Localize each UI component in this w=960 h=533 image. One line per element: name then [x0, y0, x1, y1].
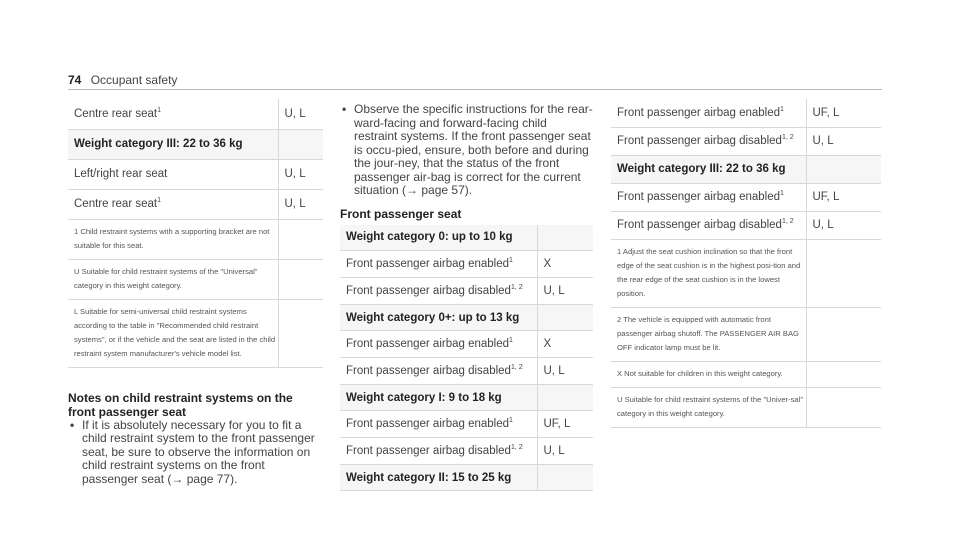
footnote-ref: 1: [509, 337, 513, 345]
notes-heading: Notes on child restraint systems on the front passenger seat: [68, 390, 293, 419]
footnote-ref: 1, 2: [510, 444, 523, 452]
category-label: Weight category 0: up to 10 kg: [340, 225, 537, 251]
footnote-row: [68, 259, 323, 299]
category-value-cell: [537, 225, 593, 251]
category-label: Weight category III: 22 to 36 kg: [68, 129, 278, 159]
row-label: Front passenger airbag enabled: [617, 106, 781, 119]
footnote-row: [68, 299, 323, 367]
footnote-empty-cell: [278, 259, 323, 299]
seat-table-3: [611, 99, 881, 428]
category-label: Weight category 0+: up to 13 kg: [340, 305, 537, 331]
footnote-ref: 1, 2: [781, 134, 794, 142]
bullet-text: If it is absolutely necessary for you to fit a child restraint system to the front passenger seat, be sure to observe the information on child restraint systems on the front passenger seat (→ page 77).: [82, 417, 315, 486]
row-label: Front passenger airbag enabled: [346, 338, 510, 350]
footnote-text: X Not suitable for children in this weight category.: [611, 361, 806, 387]
table-row: [340, 358, 593, 385]
row-value: UF, L: [806, 99, 881, 127]
footnote-empty-cell: [806, 361, 881, 387]
row-label: Front passenger airbag enabled: [346, 418, 510, 430]
row-label-cell: [340, 278, 537, 305]
row-label: Left/right rear seat: [74, 168, 168, 180]
row-label: Front passenger airbag disabled: [346, 285, 511, 297]
footnote-ref: 1, 2: [510, 284, 523, 292]
row-label-cell: [611, 211, 806, 239]
footnote-ref: 1, 2: [781, 218, 794, 226]
category-row: [340, 385, 593, 411]
table-row: [68, 99, 323, 129]
footnote-ref: 1: [157, 106, 162, 114]
footnote-text: 1 Adjust the seat cushion inclination so that the front edge of the seat cushion is in the highest posi-tion and the rear edge of the seat cushion is in the lowest position.: [611, 239, 806, 307]
bullet-text: Observe the specific instructions for the rear-ward-facing and forward-facing child restraint systems. If the front passenger seat is occu-pied, ensure, both before and during the jour-ney, that the status of the front passenger air-bag is correct for the current situation (→ page 57).: [354, 102, 593, 197]
row-label-cell: [611, 127, 806, 155]
category-value-cell: [278, 129, 323, 159]
footnote-text: 1 Child restraint systems with a supporting bracket are not suitable for this seat.: [68, 219, 278, 259]
table-row: [340, 251, 593, 278]
row-label-cell: [68, 99, 278, 129]
table-row: [68, 189, 323, 219]
footnote-empty-cell: [806, 239, 881, 307]
table-row: [340, 331, 593, 358]
column-3: [611, 99, 881, 428]
row-value: U, L: [537, 278, 593, 305]
row-label-cell: [611, 183, 806, 211]
row-value: U, L: [278, 189, 323, 219]
bullet-dot: •: [70, 417, 75, 432]
page-header: [68, 73, 177, 87]
header-rule: [68, 89, 882, 90]
footnote-empty-cell: [278, 219, 323, 259]
footnote-ref: 1: [157, 197, 162, 205]
row-value: UF, L: [537, 411, 593, 438]
section-title: Occupant safety: [90, 73, 178, 87]
row-label: Front passenger airbag disabled: [617, 135, 782, 147]
row-label-cell: [340, 438, 537, 465]
row-value: UF, L: [806, 183, 881, 211]
row-label: Centre rear seat: [74, 107, 158, 120]
table-row: [611, 183, 881, 211]
seat-table-2: [340, 225, 593, 492]
footnote-text: U Suitable for child restraint systems of the "Univer-sal" category in this weight category.: [611, 387, 806, 427]
category-value-cell: [537, 465, 593, 491]
row-value: U, L: [278, 99, 323, 129]
row-label: Front passenger airbag disabled: [617, 219, 782, 231]
bullet-item: [68, 419, 323, 487]
footnote-empty-cell: [806, 387, 881, 427]
row-label: Front passenger airbag enabled: [346, 258, 510, 270]
row-label-cell: [340, 411, 537, 438]
table-row: [611, 127, 881, 155]
row-label: Front passenger airbag disabled: [346, 365, 511, 377]
seat-table-1: [68, 99, 323, 368]
row-label: Front passenger airbag disabled: [346, 445, 511, 457]
row-label: Front passenger airbag enabled: [617, 191, 781, 203]
row-value: X: [537, 251, 593, 278]
category-label: Weight category II: 15 to 25 kg: [340, 465, 537, 491]
footnote-text: U Suitable for child restraint systems of the "Universal" category in this weight category.: [68, 259, 278, 299]
bullet-item: [340, 103, 593, 198]
column-2: [340, 103, 593, 491]
category-row: [340, 305, 593, 331]
row-value: U, L: [278, 159, 323, 189]
table-row: [611, 99, 881, 127]
row-value: U, L: [537, 358, 593, 385]
row-value: U, L: [537, 438, 593, 465]
category-value-cell: [537, 305, 593, 331]
footnote-row: [611, 239, 881, 307]
footnote-row: [611, 361, 881, 387]
category-row: [340, 225, 593, 251]
row-label-cell: [611, 99, 806, 127]
row-label-cell: [340, 331, 537, 358]
footnote-ref: 1, 2: [510, 364, 523, 372]
table-row: [340, 278, 593, 305]
row-label-cell: [340, 358, 537, 385]
footnote-ref: 1: [780, 105, 784, 113]
category-label: Weight category I: 9 to 18 kg: [340, 385, 537, 411]
footnote-ref: 1: [780, 190, 784, 198]
table-row: [340, 438, 593, 465]
bullet-dot: •: [342, 102, 347, 116]
row-value: X: [537, 331, 593, 358]
row-label-cell: [68, 189, 278, 219]
column-1: [68, 99, 323, 486]
category-value-cell: [806, 155, 881, 183]
row-label-cell: [340, 251, 537, 278]
footnote-ref: 1: [509, 257, 513, 265]
category-row: [611, 155, 881, 183]
footnote-ref: 1: [509, 417, 513, 425]
row-label-cell: [68, 159, 278, 189]
row-value: U, L: [806, 127, 881, 155]
footnote-empty-cell: [278, 299, 323, 367]
footnote-text: 2 The vehicle is equipped with automatic front passenger airbag shutoff. The PASSENGER AIR BAG OFF indicator lamp must be lit.: [611, 307, 806, 361]
front-passenger-heading: Front passenger seat: [340, 206, 462, 221]
footnote-row: [611, 307, 881, 361]
footnote-row: [68, 219, 323, 259]
category-label: Weight category III: 22 to 36 kg: [611, 155, 806, 183]
table-row: [611, 211, 881, 239]
table-row: [68, 159, 323, 189]
page-number: 74: [68, 73, 82, 87]
category-row: [68, 129, 323, 159]
category-row: [340, 465, 593, 491]
footnote-row: [611, 387, 881, 427]
row-value: U, L: [806, 211, 881, 239]
category-value-cell: [537, 385, 593, 411]
footnote-empty-cell: [806, 307, 881, 361]
footnote-text: L Suitable for semi-universal child restraint systems according to the table in "Recommended child restraint systems", or if the vehicle and the seat are listed in the child restraint system manufacturer's vehicle model list.: [68, 299, 278, 367]
row-label: Centre rear seat: [74, 198, 158, 210]
table-row: [340, 411, 593, 438]
